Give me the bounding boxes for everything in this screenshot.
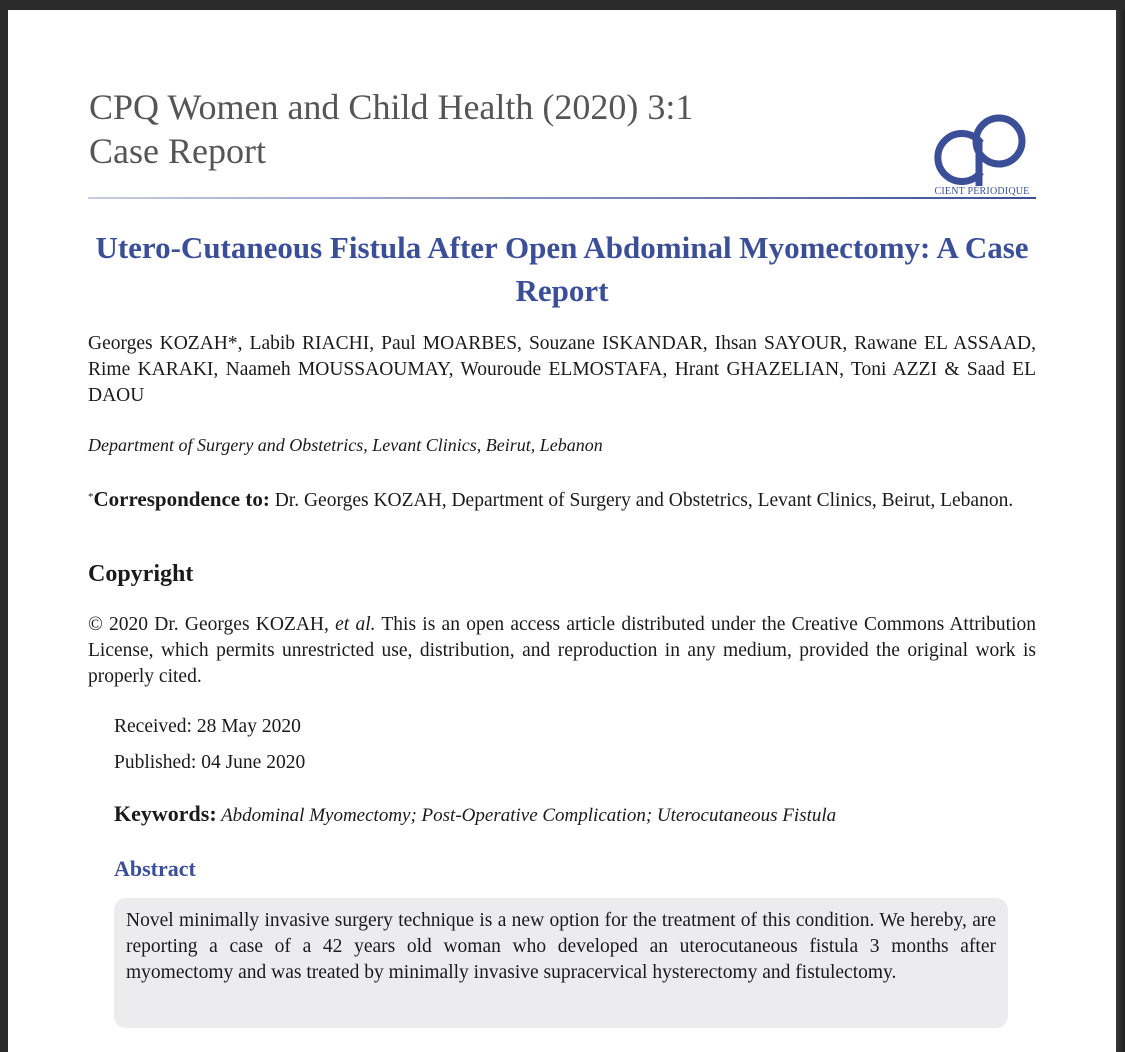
- received-date: Received: 28 May 2020: [114, 716, 301, 737]
- header-divider: [88, 197, 1036, 199]
- copyright-body: This is an open access article distributed under the Creative Commons Attribution License, which permits unrestricted use, distribution, and reproduction in any medium, provided the original work is properly cited.: [88, 614, 1036, 687]
- article-type: Case Report: [89, 131, 266, 171]
- correspondence-text: Dr. Georges KOZAH, Department of Surgery and Obstetrics, Levant Clinics, Beirut, Lebanon.: [269, 490, 1014, 511]
- copyright-prefix: © 2020 Dr. Georges KOZAH,: [88, 614, 336, 635]
- journal-header: [89, 85, 693, 173]
- abstract-box: Novel minimally invasive surgery technique is a new option for the treatment of this condition. We hereby, are reporting a case of a 42 years old woman who developed an uterocutaneous fistula 3 months after myomectomy and was treated by minimally invasive supracervical hysterectomy and fistulectomy.: [114, 898, 1008, 1028]
- keywords-label: Keywords:: [114, 801, 217, 826]
- affiliation: Department of Surgery and Obstetrics, Levant Clinics, Beirut, Lebanon: [88, 435, 603, 455]
- correspondence-label: Correspondence to:: [93, 487, 270, 511]
- abstract-heading: Abstract: [114, 856, 196, 881]
- cp-logo-icon: [926, 110, 1038, 188]
- copyright-heading: Copyright: [88, 561, 194, 587]
- journal-name: CPQ Women and Child Health (2020) 3:1: [89, 87, 694, 127]
- copyright-text: [88, 612, 1036, 690]
- article-title: Utero-Cutaneous Fistula After Open Abdominal Myomectomy: A Case Report: [95, 230, 1029, 308]
- journal-logo: [926, 110, 1038, 202]
- author-list: Georges KOZAH*, Labib RIACHI, Paul MOARBES, Souzane ISKANDAR, Ihsan SAYOUR, Rawane EL ASSAAD, Rime KARAKI, Naameh MOUSSAOUMAY, Wouroude ELMOSTAFA, Hrant GHAZELIAN, Toni AZZI & Saad EL DAOU: [88, 333, 1036, 406]
- document-page: [8, 10, 1116, 1052]
- correspondence: [88, 486, 1036, 514]
- logo-text: CIENT PERIODIQUE: [934, 186, 1030, 197]
- copyright-etal: et al.: [335, 614, 376, 635]
- keywords-text: Abdominal Myomectomy; Post-Operative Complication; Uterocutaneous Fistula: [216, 805, 837, 826]
- published-date: Published: 04 June 2020: [114, 752, 306, 773]
- correspondence-marker: *: [88, 491, 94, 503]
- keywords: [114, 801, 836, 827]
- page-edge: [1116, 10, 1125, 1052]
